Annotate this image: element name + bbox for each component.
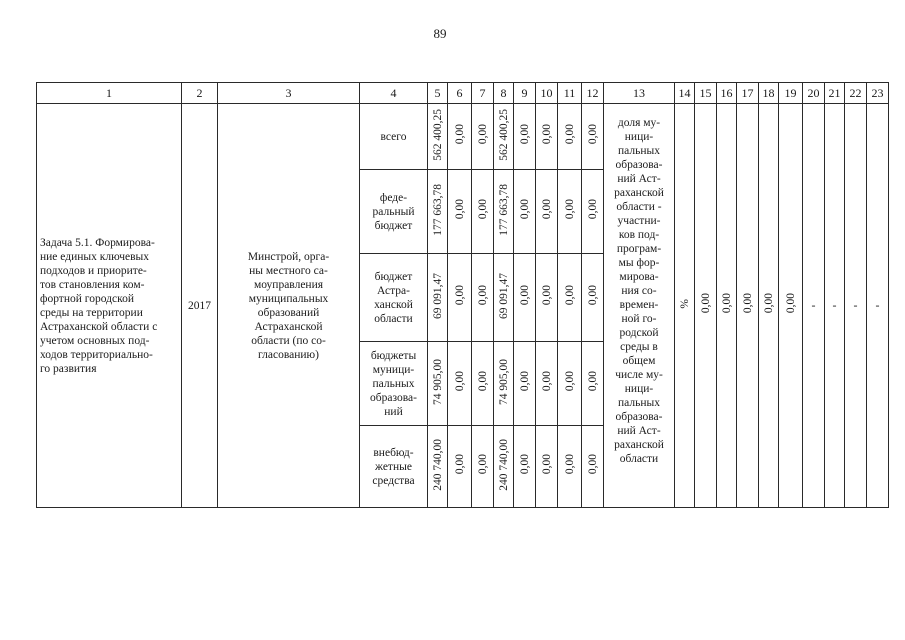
indicator-value: 0,00 — [699, 293, 712, 314]
amount-value: 0,00 — [453, 124, 466, 145]
column-number: 18 — [759, 83, 779, 104]
amount-value: 0,00 — [476, 285, 489, 306]
amount-cell — [472, 342, 494, 426]
amount-value: 0,00 — [586, 371, 599, 392]
indicator-value-cell — [717, 104, 737, 508]
amount-value: 240 740,00 — [497, 438, 510, 491]
amount-value: 0,00 — [476, 371, 489, 392]
amount-cell — [558, 104, 582, 170]
column-number: 14 — [675, 83, 695, 104]
amount-value: 240 740,00 — [431, 438, 444, 491]
amount-cell — [536, 254, 558, 342]
year-cell — [182, 104, 218, 508]
amount-value: 0,00 — [518, 124, 531, 145]
amount-cell — [536, 104, 558, 170]
source-label — [360, 342, 428, 426]
column-number: 8 — [494, 83, 514, 104]
column-number: 2 — [182, 83, 218, 104]
amount-cell — [472, 170, 494, 254]
column-number: 7 — [472, 83, 494, 104]
amount-cell — [558, 426, 582, 508]
year-text: 2017 — [188, 299, 211, 312]
table-row — [37, 104, 889, 170]
amount-value: 74 905,00 — [431, 358, 444, 405]
column-number: 17 — [737, 83, 759, 104]
amount-cell — [448, 104, 472, 170]
amount-cell — [558, 342, 582, 426]
amount-value: 177 663,78 — [497, 183, 510, 236]
empty-mark: - — [832, 298, 837, 312]
amount-cell — [494, 170, 514, 254]
amount-value: 562 400,25 — [431, 108, 444, 161]
column-number: 6 — [448, 83, 472, 104]
amount-value: 0,00 — [563, 454, 576, 475]
responsible-cell — [218, 104, 360, 508]
amount-value: 0,00 — [453, 285, 466, 306]
indicator-value: 0,00 — [741, 293, 754, 314]
amount-cell — [472, 254, 494, 342]
amount-cell — [558, 170, 582, 254]
source-label-text: внебюд- жетные средства — [372, 446, 415, 487]
amount-value: 0,00 — [563, 199, 576, 220]
empty-mark: - — [811, 298, 816, 312]
header-row — [37, 83, 889, 104]
amount-cell — [536, 342, 558, 426]
indicator-text: доля му- ници- пальных образова- ний Аст- раханской области - участни- ков под- програм- мы фор- мирова- ния со- времен- ной го- родской среды в общем числе му- ници- пальных образова- ний Аст- раханской области — [614, 117, 664, 465]
column-number: 11 — [558, 83, 582, 104]
empty-mark: - — [853, 298, 858, 312]
amount-cell — [536, 170, 558, 254]
column-number: 4 — [360, 83, 428, 104]
amount-value: 0,00 — [540, 199, 553, 220]
amount-value: 0,00 — [563, 371, 576, 392]
amount-cell — [514, 426, 536, 508]
amount-value: 69 091,47 — [431, 272, 444, 319]
amount-value: 0,00 — [563, 285, 576, 306]
column-number: 19 — [779, 83, 803, 104]
amount-cell — [472, 426, 494, 508]
amount-cell — [514, 104, 536, 170]
indicator-value: 0,00 — [720, 293, 733, 314]
column-number: 23 — [867, 83, 889, 104]
column-number: 5 — [428, 83, 448, 104]
source-label — [360, 170, 428, 254]
amount-cell — [582, 426, 604, 508]
unit-cell — [675, 104, 695, 508]
column-number: 10 — [536, 83, 558, 104]
empty-mark-cell — [867, 104, 889, 508]
amount-cell — [582, 342, 604, 426]
amount-value: 74 905,00 — [497, 358, 510, 405]
source-label — [360, 254, 428, 342]
amount-cell — [472, 104, 494, 170]
source-label-text: всего — [380, 130, 407, 143]
amount-cell — [582, 254, 604, 342]
empty-mark: - — [875, 298, 880, 312]
column-number: 20 — [803, 83, 825, 104]
column-number: 22 — [845, 83, 867, 104]
empty-mark-cell — [845, 104, 867, 508]
indicator-value-cell — [695, 104, 717, 508]
indicator-value: 0,00 — [762, 293, 775, 314]
empty-mark-cell — [825, 104, 845, 508]
column-number: 15 — [695, 83, 717, 104]
source-label — [360, 426, 428, 508]
page-number: 89 — [433, 26, 447, 41]
amount-value: 0,00 — [518, 371, 531, 392]
task-cell — [37, 104, 182, 508]
amount-cell — [514, 254, 536, 342]
amount-cell — [428, 254, 448, 342]
amount-value: 0,00 — [586, 285, 599, 306]
amount-cell — [582, 104, 604, 170]
column-number: 13 — [604, 83, 675, 104]
amount-cell — [582, 170, 604, 254]
amount-value: 0,00 — [453, 454, 466, 475]
amount-cell — [428, 170, 448, 254]
amount-value: 0,00 — [540, 285, 553, 306]
source-label — [360, 104, 428, 170]
amount-value: 562 400,25 — [497, 108, 510, 161]
indicator-value-cell — [759, 104, 779, 508]
amount-value: 0,00 — [453, 371, 466, 392]
amount-value: 0,00 — [586, 124, 599, 145]
indicator-value-cell — [779, 104, 803, 508]
amount-cell — [494, 104, 514, 170]
indicator-value: 0,00 — [784, 293, 797, 314]
amount-value: 0,00 — [453, 199, 466, 220]
amount-value: 0,00 — [586, 454, 599, 475]
column-number: 3 — [218, 83, 360, 104]
amount-value: 0,00 — [518, 454, 531, 475]
amount-cell — [536, 426, 558, 508]
program-table — [36, 82, 889, 508]
column-number: 16 — [717, 83, 737, 104]
amount-cell — [514, 342, 536, 426]
amount-cell — [514, 170, 536, 254]
amount-value: 0,00 — [563, 124, 576, 145]
amount-value: 0,00 — [476, 199, 489, 220]
amount-cell — [494, 426, 514, 508]
column-number: 9 — [514, 83, 536, 104]
amount-value: 0,00 — [518, 285, 531, 306]
amount-cell — [558, 254, 582, 342]
amount-value: 0,00 — [586, 199, 599, 220]
column-number: 1 — [37, 83, 182, 104]
column-number: 12 — [582, 83, 604, 104]
source-label-text: бюджеты муници- пальных образова- ний — [370, 349, 417, 418]
amount-cell — [428, 104, 448, 170]
amount-value: 0,00 — [540, 371, 553, 392]
task-text: Задача 5.1. Формирова- ние единых ключевых подходов и приорите- тов становления ком- фортной городской среды на территории Астраханской области с учетом основных под- ходов территориально- го развития — [40, 236, 158, 375]
amount-cell — [448, 254, 472, 342]
amount-cell — [494, 254, 514, 342]
amount-cell — [494, 342, 514, 426]
amount-cell — [448, 426, 472, 508]
column-number: 21 — [825, 83, 845, 104]
source-label-text: бюджет Астра- ханской области — [374, 270, 413, 325]
amount-cell — [448, 170, 472, 254]
amount-value: 0,00 — [518, 199, 531, 220]
amount-cell — [448, 342, 472, 426]
table-body — [37, 83, 889, 508]
amount-value: 0,00 — [540, 124, 553, 145]
amount-value: 69 091,47 — [497, 272, 510, 319]
indicator-cell — [604, 104, 675, 508]
amount-value: 177 663,78 — [431, 183, 444, 236]
amount-value: 0,00 — [476, 454, 489, 475]
unit-text: % — [678, 298, 691, 309]
responsible-text: Минстрой, орга- ны местного са- моуправления муниципальных образований Астраханской области (по со- гласованию) — [247, 250, 330, 361]
indicator-value-cell — [737, 104, 759, 508]
amount-value: 0,00 — [540, 454, 553, 475]
amount-value: 0,00 — [476, 124, 489, 145]
source-label-text: феде- ральный бюджет — [372, 191, 415, 232]
amount-cell — [428, 342, 448, 426]
amount-cell — [428, 426, 448, 508]
empty-mark-cell — [803, 104, 825, 508]
